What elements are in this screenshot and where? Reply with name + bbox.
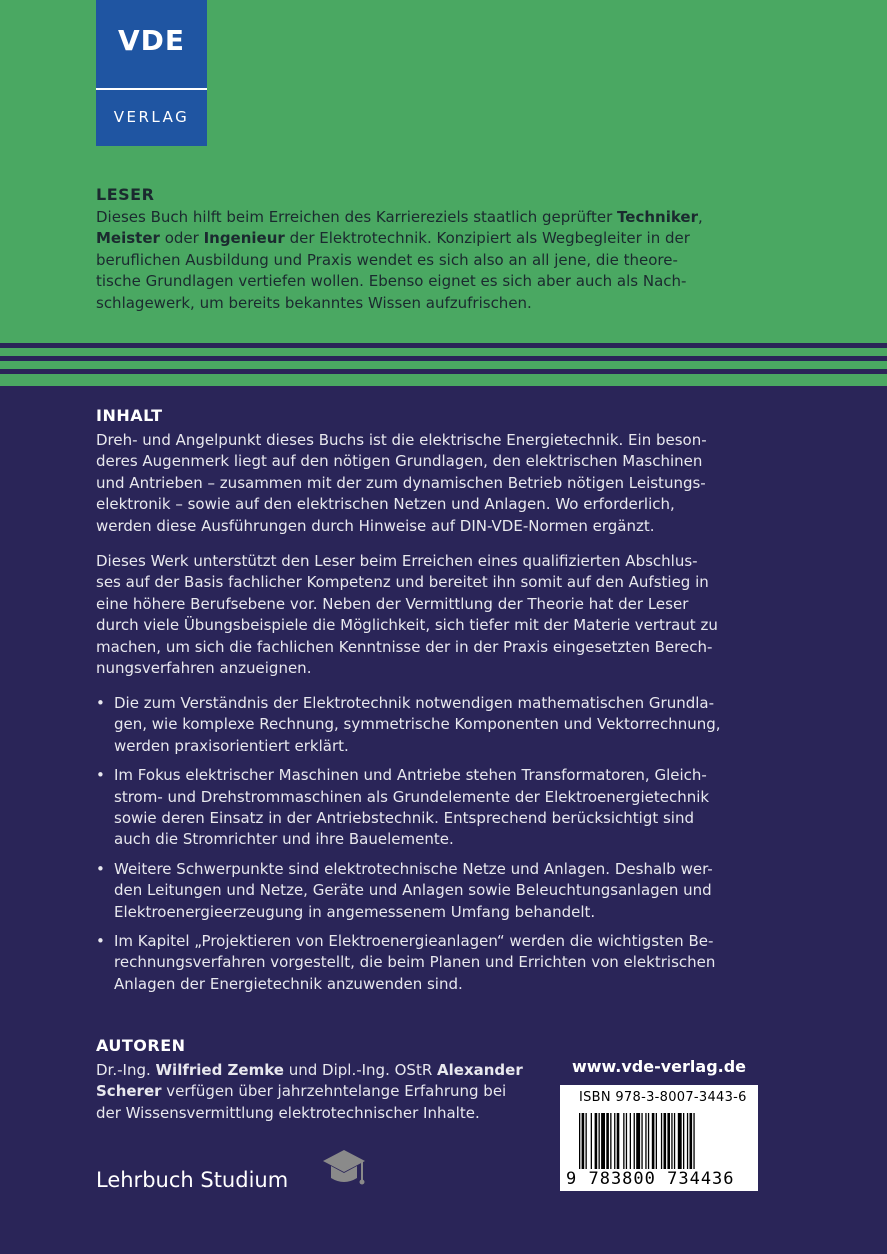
text-line: den Leitungen und Netze, Geräte und Anlagen sowie Beleuchtungsanlagen und: [114, 881, 712, 900]
logo-divider: [96, 88, 207, 90]
text-line: [96, 250, 786, 271]
series-label: Lehrbuch Studium: [96, 1168, 289, 1192]
text-line: Im Fokus elektrischer Maschinen und Antriebe stehen Transformatoren, Gleich-: [114, 766, 707, 785]
barcode-bar: [634, 1113, 635, 1169]
barcode-bar: [671, 1113, 672, 1169]
barcode-box: [560, 1085, 758, 1191]
text-line: elektronik – sowie auf den elektrischen Netzen und Anlagen. Wo erforderlich,: [96, 495, 675, 514]
website-link[interactable]: www.vde-verlag.de: [571, 1057, 747, 1076]
autoren-paragraph: [96, 1060, 536, 1124]
barcode-bar: [683, 1113, 684, 1169]
text-segment: schlagewerk, um bereits bekanntes Wissen aufzufrischen.: [96, 293, 532, 312]
bold-text: Alexander: [437, 1061, 523, 1079]
text-line: Dreh- und Angelpunkt dieses Buchs ist die elektrische Energietechnik. Ein beson-: [96, 431, 707, 449]
text-line: Dieses Werk unterstützt den Leser beim Erreichen eines qualifizierten Abschlus-: [96, 552, 698, 570]
text-line: machen, um sich die fachlichen Kenntnisse der in der Praxis eingesetzten Berech-: [96, 637, 713, 656]
text-line: sowie deren Einsatz in der Antriebstechnik. Entsprechend berücksichtigt sind: [114, 809, 695, 828]
barcode-bar: [690, 1113, 693, 1169]
bullet-icon: •: [96, 766, 105, 785]
inhalt-bullet-list: [96, 693, 786, 1003]
logo-brand: VDE: [117, 24, 186, 57]
text-line: Im Kapitel „Projektieren von Elektroenergieanlagen“ werden die wichtigsten Be-: [114, 932, 714, 951]
barcode-bar: [664, 1113, 667, 1169]
bullet-icon: •: [96, 932, 105, 951]
stripe: [0, 343, 887, 348]
text-segment: Dieses Buch hilft beim Erreichen des Karriereziels staatlich geprüfter: [96, 208, 618, 226]
text-line: ses auf der Basis fachlicher Kompetenz und bereitet ihn somit auf den Aufstieg in: [96, 573, 709, 592]
barcode-bar: [687, 1113, 688, 1169]
text-line: [96, 1081, 536, 1102]
barcode-bar: [636, 1113, 640, 1169]
text-segment: und Dipl.-Ing. OStR: [283, 1061, 438, 1079]
text-segment: der Wissensvermittlung elektrotechnischer Inhalte.: [96, 1103, 480, 1122]
barcode-bar: [661, 1113, 662, 1169]
text-line: [96, 228, 786, 249]
barcode-bar: [614, 1113, 615, 1169]
barcode-bar: [652, 1113, 655, 1169]
barcode-bar: [617, 1113, 620, 1169]
text-line: [96, 293, 786, 314]
text-line: werden diese Ausführungen durch Hinweise auf DIN-VDE-Normen ergänzt.: [96, 516, 655, 535]
text-line: strom- und Drehstrommaschinen als Grundelemente der Elektroenergietechnik: [114, 787, 710, 806]
text-line: Die zum Verständnis der Elektrotechnik notwendigen mathematischen Grundla-: [114, 694, 714, 712]
vde-verlag-logo: [96, 0, 207, 146]
barcode-bar: [674, 1113, 675, 1169]
bold-text: Scherer: [96, 1082, 162, 1101]
bold-text: Techniker: [617, 208, 698, 226]
text-line: durch viele Übungsbeispiele die Möglichkeit, sich tiefer mit der Materie vertraut zu: [96, 616, 718, 635]
leser-heading: LESER: [96, 185, 155, 204]
barcode-bar: [586, 1113, 587, 1169]
list-item: [96, 931, 786, 995]
barcode-bar: [595, 1113, 598, 1169]
bullet-icon: •: [96, 694, 105, 712]
graduation-cap-icon: [321, 1146, 367, 1192]
text-line: [96, 271, 786, 292]
barcode-bar: [667, 1113, 670, 1169]
text-segment: oder: [159, 229, 204, 248]
text-line: [96, 1060, 536, 1081]
text-segment: Dr.-Ing.: [96, 1061, 156, 1079]
text-segment: ,: [698, 208, 703, 226]
barcode-bar: [678, 1113, 682, 1169]
text-line: [96, 207, 786, 228]
text-line: gen, wie komplexe Rechnung, symmetrische Komponenten und Vektorrechnung,: [114, 715, 721, 734]
logo-sub: VERLAG: [113, 108, 190, 126]
barcode-icon: [579, 1113, 745, 1169]
text-segment: der Elektrotechnik. Konzipiert als Wegbegleiter in der: [284, 229, 690, 248]
text-line: nungsverfahren anzueignen.: [96, 659, 312, 678]
inhalt-heading: INHALT: [96, 406, 163, 425]
text-segment: tische Grundlagen vertiefen wollen. Ebenso eignet es sich aber auch als Nach-: [96, 272, 687, 291]
leser-paragraph: [96, 207, 786, 314]
text-line: rechnungsverfahren vorgestellt, die beim Planen und Errichten von elektrischen: [114, 953, 716, 972]
bullet-icon: •: [96, 859, 105, 878]
isbn-label: ISBN 978-3-8007-3443-6: [579, 1090, 747, 1105]
barcode-bar: [626, 1113, 627, 1169]
stripe: [0, 356, 887, 361]
barcode-bar: [579, 1113, 580, 1169]
text-line: [96, 1103, 536, 1124]
inhalt-paragraph-2: [96, 551, 786, 679]
text-line: werden praxisorientiert erklärt.: [114, 736, 349, 755]
barcode-bar: [599, 1113, 600, 1169]
text-line: und Antrieben – zusammen mit der zum dynamischen Betrieb nötigen Leistungs-: [96, 473, 706, 492]
barcode-bar: [630, 1113, 631, 1169]
autoren-heading: AUTOREN: [96, 1036, 186, 1055]
barcode-bar: [606, 1113, 609, 1169]
list-item: [96, 765, 786, 851]
bold-text: Ingenieur: [203, 229, 285, 248]
bold-text: Wilfried Zemke: [155, 1061, 284, 1079]
barcode-digits: 9 783800 734436: [566, 1169, 735, 1189]
list-item: [96, 693, 786, 757]
stripe: [0, 369, 887, 374]
list-item: [96, 859, 786, 923]
bold-text: Meister: [96, 229, 160, 248]
barcode-bar: [648, 1113, 649, 1169]
text-line: deres Augenmerk liegt auf den nötigen Grundlagen, den elektrischen Maschinen: [96, 452, 703, 471]
text-line: Weitere Schwerpunkte sind elektrotechnische Netze und Anlagen. Deshalb wer-: [114, 859, 713, 878]
text-line: auch die Stromrichter und ihre Bauelemente.: [114, 830, 454, 849]
barcode-bar: [610, 1113, 611, 1169]
barcode-bar: [601, 1113, 605, 1169]
barcode-bar: [591, 1113, 592, 1169]
barcode-bar: [641, 1113, 642, 1169]
inhalt-paragraph-1: [96, 430, 786, 537]
text-line: Anlagen der Energietechnik anzuwenden sind.: [114, 974, 463, 993]
barcode-bar: [645, 1113, 646, 1169]
barcode-bar: [623, 1113, 624, 1169]
text-segment: verfügen über jahrzehntelange Erfahrung bei: [161, 1082, 507, 1101]
barcode-bar: [693, 1113, 694, 1169]
text-line: Elektroenergieerzeugung in angemessenem Umfang behandelt.: [114, 902, 596, 921]
barcode-bar: [656, 1113, 657, 1169]
text-line: eine höhere Berufsebene vor. Neben der Vermittlung der Theorie hat der Leser: [96, 594, 689, 613]
text-segment: beruflichen Ausbildung und Praxis wendet es sich also an all jene, die theore-: [96, 250, 678, 269]
barcode-bar: [582, 1113, 585, 1169]
